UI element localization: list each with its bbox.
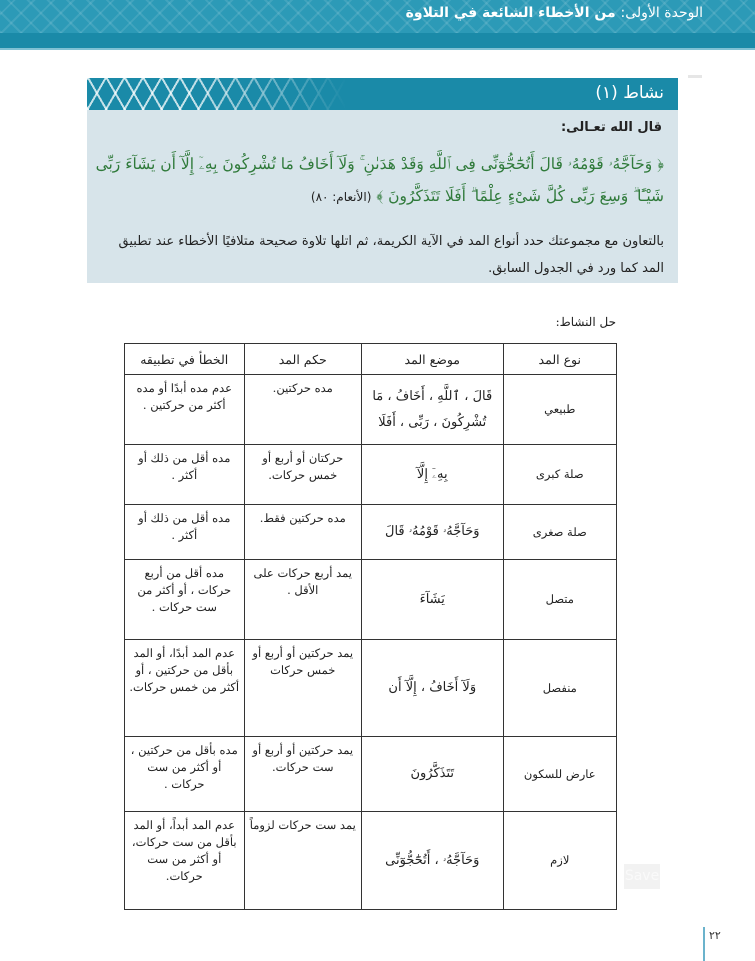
madd-type-cell: منفصل <box>503 640 616 737</box>
table-row <box>125 560 617 640</box>
madd-type-cell: لازم <box>503 812 616 910</box>
unit-title-text: من الأخطاء الشائعة في التلاوة <box>405 5 621 21</box>
page-edge-tab <box>688 75 702 78</box>
unit-header-banner <box>0 0 755 50</box>
madd-rule-cell: يمد حركتين أو أربع أو ست حركات. <box>244 737 361 812</box>
page-number: ٢٢ <box>709 929 721 942</box>
madd-type-cell: عارض للسكون <box>503 737 616 812</box>
madd-error-cell: مده بأقل من حركتين ، أو أكثر من ست حركات . <box>125 737 245 812</box>
table-header-row <box>125 344 617 375</box>
verse-reference: (الأنعام: ٨٠) <box>310 190 372 204</box>
table-row <box>125 445 617 505</box>
madd-error-cell: عدم مده أبدًا أو مده أكثر من حركتين . <box>125 375 245 445</box>
verse-text: ﴿ وَحَآجَّهُۥ قَوْمُهُۥ قَالَ أَتُحَٰٓجُّوٓنِّى فِى ٱللَّهِ وَقَدْ هَدَىٰنِ ۚ وَلَآ أَخَافُ مَا تُشْرِكُونَ بِهِۦٓ إِلَّآ أَن يَشَآءَ رَبِّى شَيْـًٔا ۗ وَسِعَ رَبِّى كُلَّ شَىْءٍ عِلْمًا ۗ أَفَلَا تَتَذَكَّرُونَ ﴾ <box>95 155 664 205</box>
madd-place-cell: بِهِۦٓ إِلَّآ <box>361 445 503 505</box>
activity-instructions: بالتعاون مع مجموعتك حدد أنواع المد في الآية الكريمة، ثم اتلها تلاوة صحيحة متلافيًا الأخطاء عند تطبيق المد كما ورد في الجدول السابق. <box>118 234 664 276</box>
header-madd-type: نوع المد <box>503 344 616 375</box>
save-button[interactable]: Save <box>624 864 660 889</box>
madd-rule-cell: حركتان أو أربع أو خمس حركات. <box>244 445 361 505</box>
madd-place-cell: يَشَآءَ <box>361 560 503 640</box>
table-row <box>125 737 617 812</box>
header-madd-rule: حكم المد <box>244 344 361 375</box>
table-row <box>125 505 617 560</box>
madd-error-cell: مده أقل من ذلك أو أكثر . <box>125 445 245 505</box>
madd-place-cell: وَحَآجَّهُۥ قَوْمُهُۥ قَالَ <box>361 505 503 560</box>
banner-divider <box>0 48 755 50</box>
madd-type-cell: طبيعي <box>503 375 616 445</box>
madd-error-cell: مده أقل من أربع حركات ، أو أكثر من ست حركات . <box>125 560 245 640</box>
activity-intro: قال الله تعـالى: <box>560 120 662 135</box>
unit-title <box>406 5 703 21</box>
activity-title: نشاط (١) <box>595 83 664 103</box>
table-row <box>125 640 617 737</box>
quran-verse <box>94 148 664 213</box>
madd-rule-cell: مده حركتين. <box>244 375 361 445</box>
unit-prefix: الوحدة الأولى: <box>620 5 703 21</box>
ornament-pattern-icon <box>87 78 347 110</box>
table-row <box>125 812 617 910</box>
page-number-rule <box>703 927 705 961</box>
madd-place-cell: وَلَآ أَخَافُ ، إِلَّآ أَن <box>361 640 503 737</box>
madd-error-cell: عدم المد أبداً، أو المد بأقل من ست حركات، أو أكثر من ست حركات. <box>125 812 245 910</box>
madd-error-cell: عدم المد أبدًا، أو المد بأقل من حركتين ، أو أكثر من خمس حركات. <box>125 640 245 737</box>
madd-type-cell: صلة صغرى <box>503 505 616 560</box>
madd-rule-cell: مده حركتين فقط. <box>244 505 361 560</box>
solution-table <box>124 343 617 910</box>
madd-type-cell: صلة كبرى <box>503 445 616 505</box>
madd-rule-cell: يمد أربع حركات على الأقل . <box>244 560 361 640</box>
madd-place-cell: قَالَ ، ٱللَّهِ ، أَخَافُ ، مَا تُشْرِكُونَ ، رَبِّى ، أَفَلَا <box>361 375 503 445</box>
header-madd-place: موضع المد <box>361 344 503 375</box>
madd-rule-cell: يمد ست حركات لزوماً <box>244 812 361 910</box>
activity-header <box>87 78 678 110</box>
madd-error-cell: مده أقل من ذلك أو أكثر . <box>125 505 245 560</box>
madd-rule-cell: يمد حركتين أو أربع أو خمس حركات <box>244 640 361 737</box>
solution-label: حل النشاط: <box>555 315 616 329</box>
activity-panel <box>87 78 678 283</box>
table-row <box>125 375 617 445</box>
header-madd-error: الخطأ في تطبيقه <box>125 344 245 375</box>
madd-place-cell: وَحَآجَّهُۥ ، أَتُحَٰٓجُّوٓنِّى <box>361 812 503 910</box>
madd-place-cell: تَتَذَكَّرُونَ <box>361 737 503 812</box>
madd-type-cell: متصل <box>503 560 616 640</box>
